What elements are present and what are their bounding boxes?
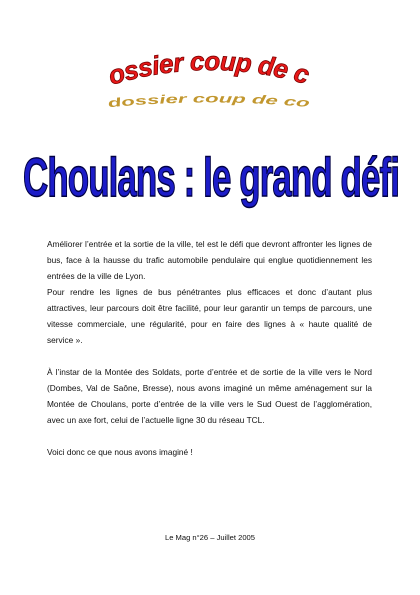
body-paragraph: Améliorer l’entrée et la sortie de la ville, tel est le défi que devront affronter les lignes de bus, face à la hausse du trafic automobile pendulaire qui englue quotidiennement les entrées de la ville de Lyon.	[47, 239, 372, 281]
headline-wordart	[23, 145, 399, 216]
page-footer: Le Mag n°26 – Juillet 2005	[164, 533, 255, 542]
body-paragraph: Pour rendre les lignes de bus pénétrantes plus efficaces et donc d’autant plus attractives, leur parcours doit être facilité, pour leur garantir un temps de parcours, une vitesse commerciale, une régularité, pour en faire des lignes à « haute qualité de service ».	[47, 287, 372, 345]
banner-wordart	[92, 24, 320, 118]
headline-wordart-graphic	[23, 145, 399, 216]
body-paragraph: Voici donc ce que nous avons imaginé !	[47, 447, 193, 457]
article-body	[47, 236, 372, 460]
banner-wordart-graphic	[92, 24, 320, 118]
headline-text: Choulans : le grand défi	[23, 145, 399, 208]
banner-main-text	[92, 24, 313, 91]
banner-main-textpath: Le dossier coup de coeur	[92, 24, 313, 91]
body-paragraph: À l’instar de la Montée des Soldats, porte d’entrée et de sortie de la ville vers le Nord (Dombes, Val de Saône, Bresse), nous avons imaginé un même aménagement sur la Montée de Choulans, porte d’entrée de la ville vers le Sud Ouest de l’agglomération, avec un axe fort, celui de l’actuelle ligne 30 du réseau TCL.	[47, 367, 372, 425]
banner-shadow-textpath: Le dossier coup de coeur	[93, 62, 312, 110]
